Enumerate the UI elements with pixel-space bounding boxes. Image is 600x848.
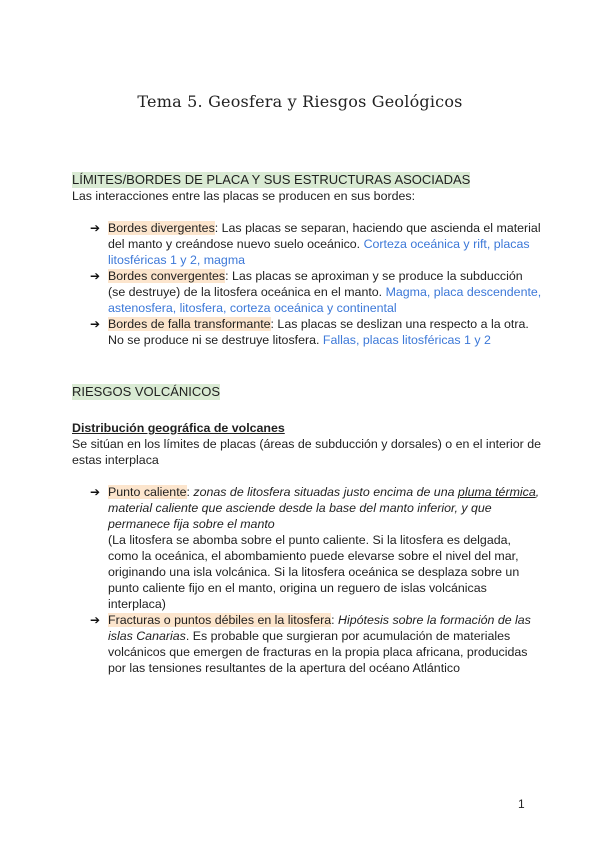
subheading-volcano-distribution: Distribución geográfica de volcanes <box>72 421 285 435</box>
item-text: : Las placas se aproximan y se produce la subducción (se destruye) de la litosfera oceánica en el manto. <box>108 269 523 299</box>
examples-text: Magma, placa descendente, astenosfera, litosfera, corteza oceánica y continental <box>108 285 542 315</box>
colon: : <box>331 613 339 627</box>
list-item <box>90 220 542 268</box>
definition-text: Hipótesis sobre la formación de las islas Canarias <box>108 613 531 643</box>
colon: : <box>186 485 194 499</box>
section-heading-plate-boundaries: LÍMITES/BORDES DE PLACA Y SUS ESTRUCTURAS ASOCIADAS <box>72 172 471 187</box>
arrow-icon: ➔ <box>90 269 101 283</box>
arrow-icon: ➔ <box>90 317 101 331</box>
note-text: (La litosfera se abomba sobre el punto caliente. Si la litosfera es delgada, como la oceánica, el abombamiento puede elevarse sobre el nivel del mar, originando una isla volcánica. Si la litosfera oceánica se desplaza sobre un punto caliente fijo en el manto, origina un reguero de islas volcánicas interplaca) <box>108 533 520 611</box>
page-number: 1 <box>518 797 525 811</box>
examples-text: Fallas, placas litosféricas 1 y 2 <box>322 333 491 347</box>
list-item <box>90 484 542 612</box>
item-text: . Es probable que surgieran por acumulación de materiales volcánicos que emergen de fracturas en la propia placa africana, producidas por las tensiones resultantes de la apertura del océano Atlántico <box>108 629 528 675</box>
document-body <box>72 172 542 676</box>
term-highlight: Bordes de falla transformante <box>108 317 271 331</box>
definition-underlined: pluma térmica <box>457 485 536 499</box>
term-highlight: Bordes divergentes <box>108 221 215 235</box>
section-heading-volcanic-risks: RIESGOS VOLCÁNICOS <box>72 384 221 399</box>
term-highlight: Punto caliente <box>108 485 187 499</box>
definition-text: zonas de litosfera situadas justo encima de una <box>193 485 458 499</box>
arrow-icon: ➔ <box>90 613 101 627</box>
list-item <box>90 268 542 316</box>
term-highlight: Bordes convergentes <box>108 269 226 283</box>
boundary-list <box>72 220 542 348</box>
examples-text: Corteza oceánica y rift, placas litosféricas 1 y 2, magma <box>108 237 530 267</box>
section-intro: Se sitúan en los límites de placas (áreas de subducción y dorsales) o en el interior de estas interplaca <box>72 437 542 467</box>
section-intro: Las interacciones entre las placas se producen en sus bordes: <box>72 189 416 203</box>
arrow-icon: ➔ <box>90 221 101 235</box>
list-item <box>90 612 542 676</box>
arrow-icon: ➔ <box>90 485 101 499</box>
term-highlight: Fracturas o puntos débiles en la litosfera <box>108 613 332 627</box>
list-item <box>90 316 542 348</box>
volcano-list <box>72 484 542 676</box>
item-text: : Las placas se deslizan una respecto a la otra. No se produce ni se destruye litosfera. <box>108 317 529 347</box>
definition-text: , material caliente que asciende desde la base del manto inferior, y que permanece fija sobre el manto <box>108 485 540 531</box>
page-title: Tema 5. Geosfera y Riesgos Geológicos <box>137 92 463 111</box>
item-text: : Las placas se separan, haciendo que ascienda el material del manto y creándose nuevo suelo oceánico. <box>108 221 541 251</box>
